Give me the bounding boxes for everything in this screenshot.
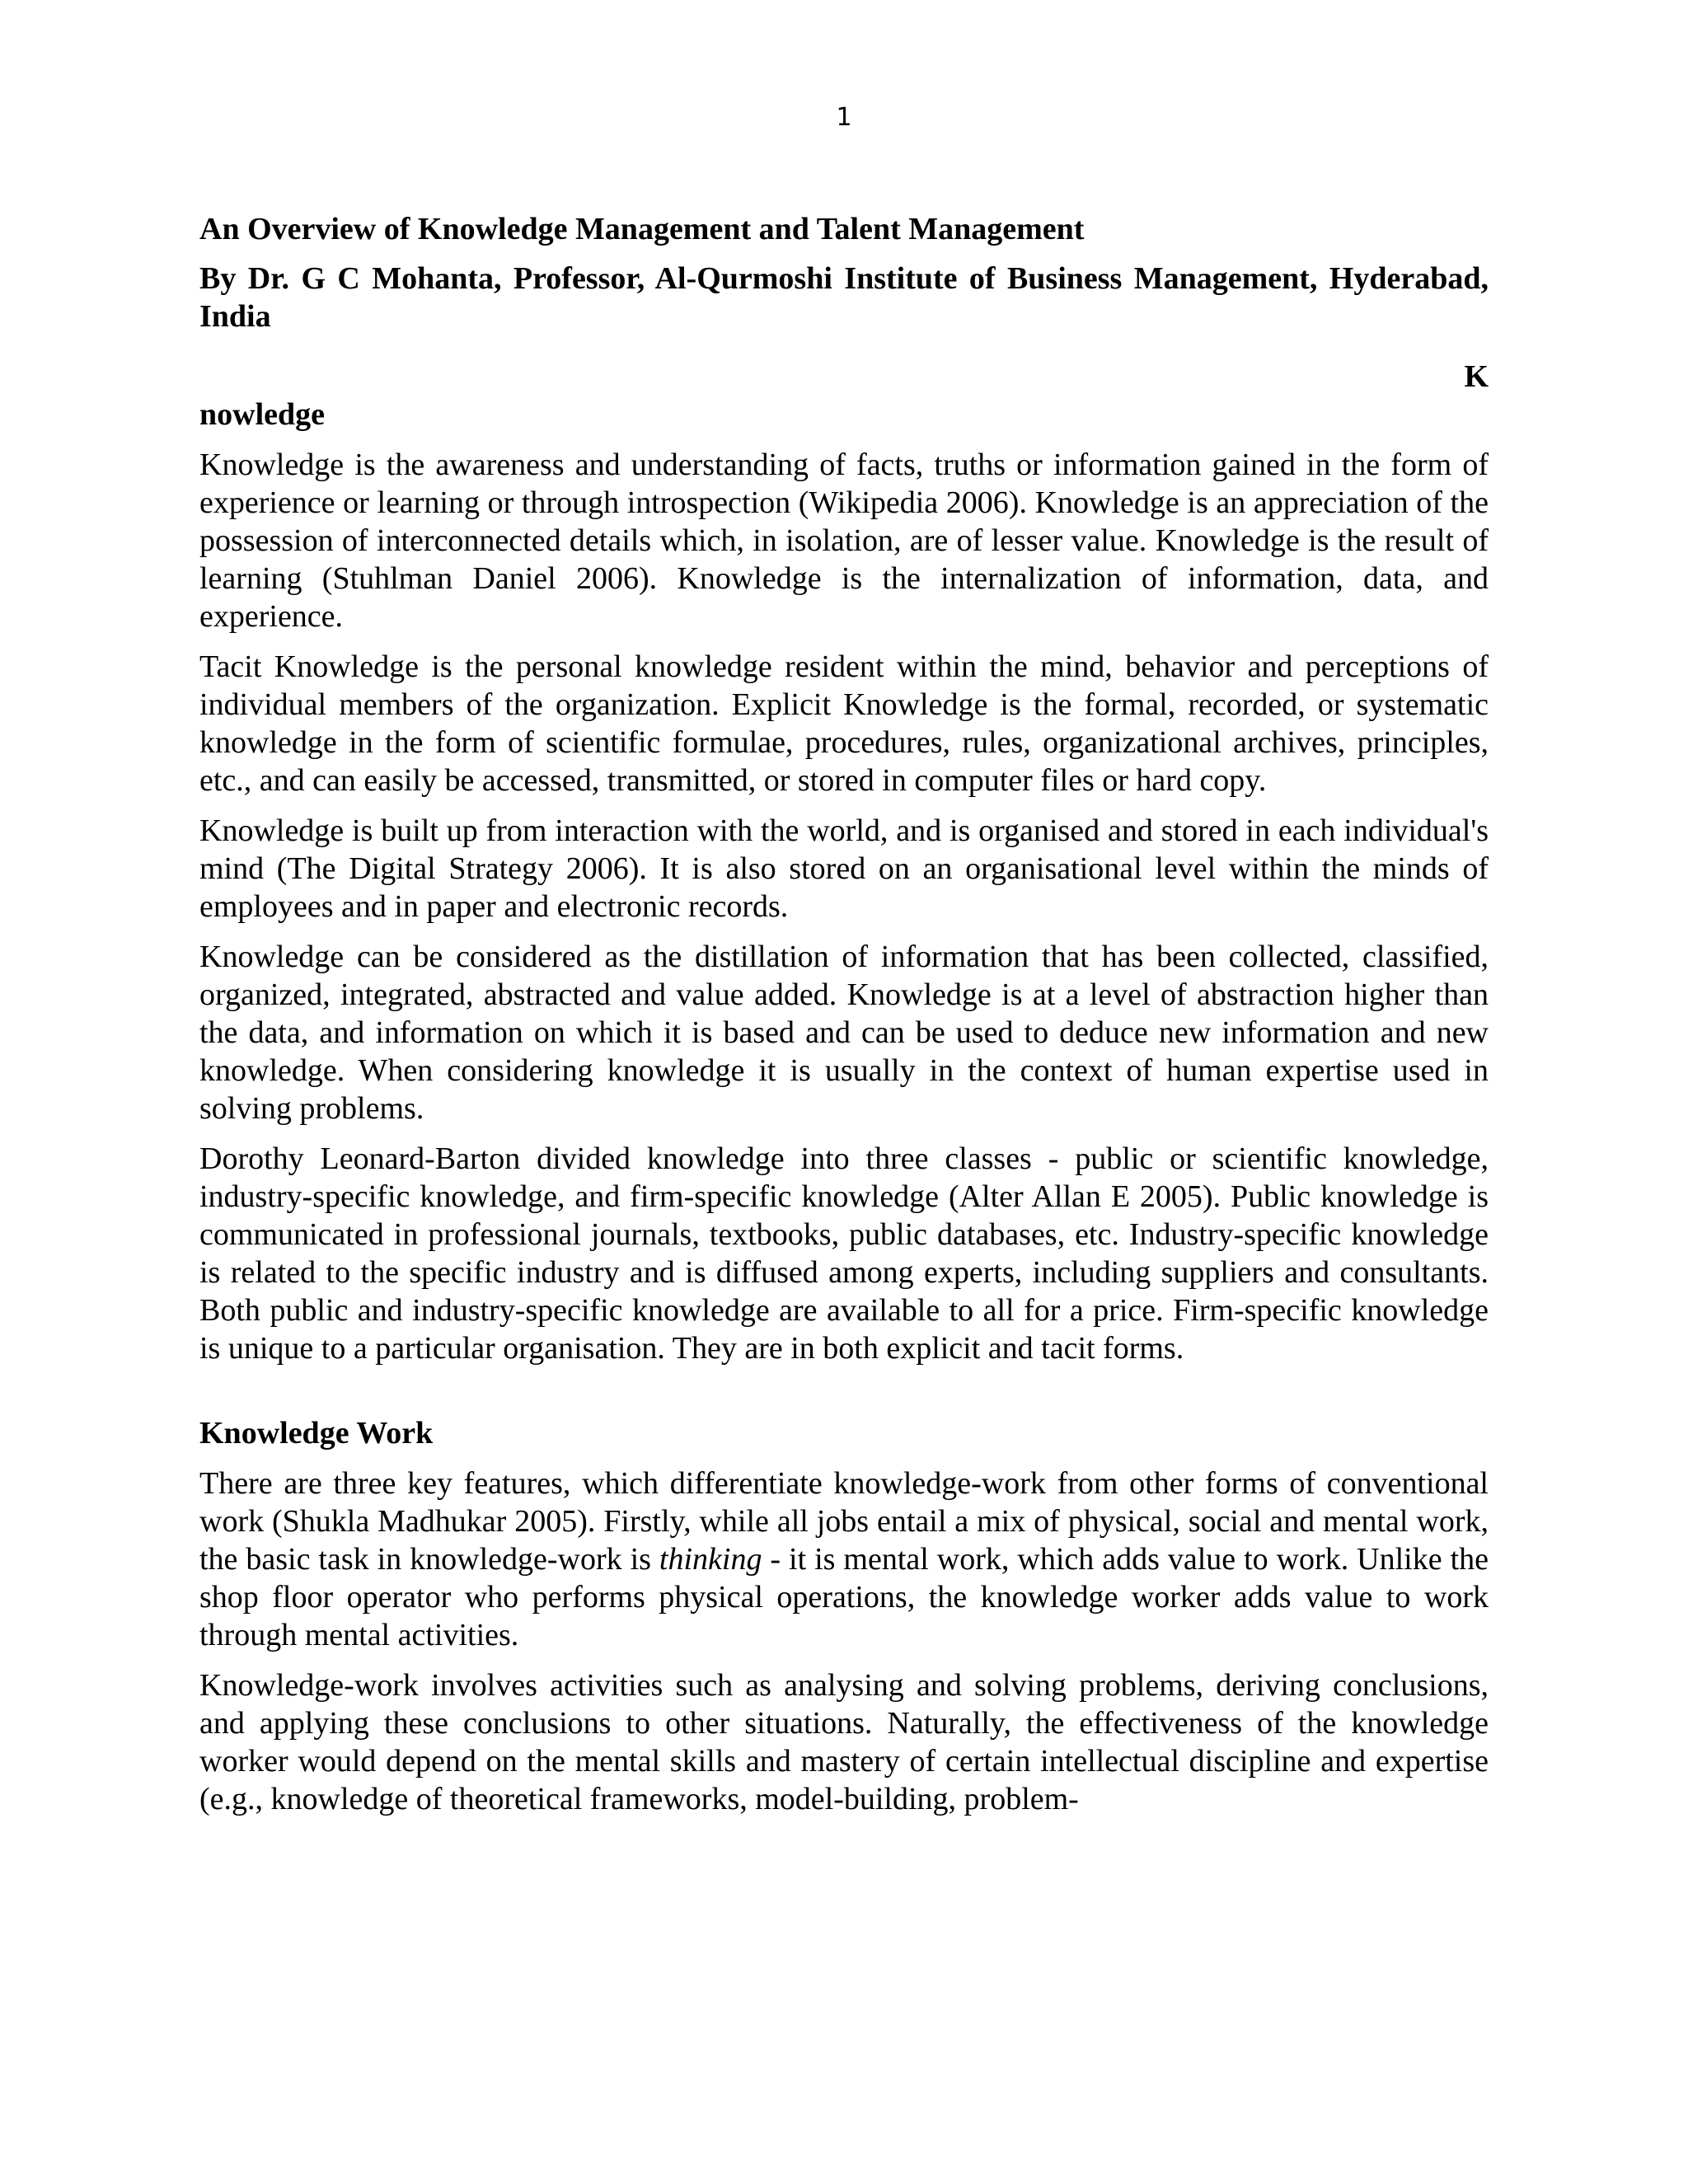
paragraph: Dorothy Leonard-Barton divided knowledge into three classes - public or scientific knowledge, industry-specific knowledge, and firm-specific knowledge (Alter Allan E 2005). Public knowledge is communicated in professional journals, textbooks, public databases, etc. Industry-specific knowledge is related to the specific industry and is diffused among experts, including suppliers and consultants. Both public and industry-specific knowledge are available to all for a price. Firm-specific knowledge is unique to a particular organisation. They are in both explicit and tacit forms. bbox=[199, 1141, 1489, 1366]
paragraph-text: There are three key features, which differentiate knowledge-work from other forms of conventional work (Shukla Madhukar 2005). Firstly, while all jobs entail a mix of physical, social and mental work, the basic task in knowledge-work is bbox=[199, 1466, 1489, 1577]
paragraph: Knowledge can be considered as the distillation of information that has been collected, classified, organized, integrated, abstracted and value added. Knowledge is at a level of abstraction higher than the data, and information on which it is based and can be used to deduce new information and new knowledge. When considering knowledge it is usually in the context of human expertise used in solving problems. bbox=[199, 940, 1489, 1126]
section-heading-knowledge bbox=[199, 358, 1489, 434]
paragraph: Knowledge-work involves activities such as analysing and solving problems, deriving conclusions, and applying these conclusions to other situations. Naturally, the effectiveness of the knowledge worker would depend on the mental skills and mastery of certain intellectual discipline and expertise (e.g., knowledge of theoretical frameworks, model-building, problem- bbox=[199, 1668, 1489, 1816]
italic-emphasis: thinking bbox=[659, 1542, 762, 1577]
document-body bbox=[199, 211, 1489, 1818]
paragraph bbox=[199, 1465, 1489, 1654]
section-heading-knowledge-work: Knowledge Work bbox=[199, 1416, 434, 1451]
paragraph: Knowledge is built up from interaction with the world, and is organised and stored in each individual's mind (The Digital Strategy 2006). It is also stored on an organisational level within the minds of employees and in paper and electronic records. bbox=[199, 813, 1489, 924]
paragraph-text: - it is mental work, which adds value to work. Unlike the shop floor operator who performs physical operations, the knowledge worker adds value to work through mental activities. bbox=[199, 1542, 1489, 1652]
heading-rest: nowledge bbox=[199, 397, 325, 432]
paragraph: Knowledge is the awareness and understanding of facts, truths or information gained in the form of experience or learning or through introspection (Wikipedia 2006). Knowledge is an appreciation of the possession of interconnected details which, in isolation, are of lesser value. Knowledge is the result of learning (Stuhlman Daniel 2006). Knowledge is the internalization of information, data, and experience. bbox=[199, 448, 1489, 634]
paragraph: Tacit Knowledge is the personal knowledge resident within the mind, behavior and perceptions of individual members of the organization. Explicit Knowledge is the formal, recorded, or systematic knowledge in the form of scientific formulae, procedures, rules, organizational archives, principles, etc., and can easily be accessed, transmitted, or stored in computer files or hard copy. bbox=[199, 649, 1489, 798]
section-spacer bbox=[199, 1367, 1489, 1414]
author-byline: By Dr. G C Mohanta, Professor, Al-Qurmoshi Institute of Business Management, Hyderabad, India bbox=[199, 261, 1489, 334]
page-number: 1 bbox=[836, 103, 852, 132]
document-title: An Overview of Knowledge Management and Talent Management bbox=[199, 212, 1085, 246]
heading-first-letter: K bbox=[1464, 359, 1489, 394]
